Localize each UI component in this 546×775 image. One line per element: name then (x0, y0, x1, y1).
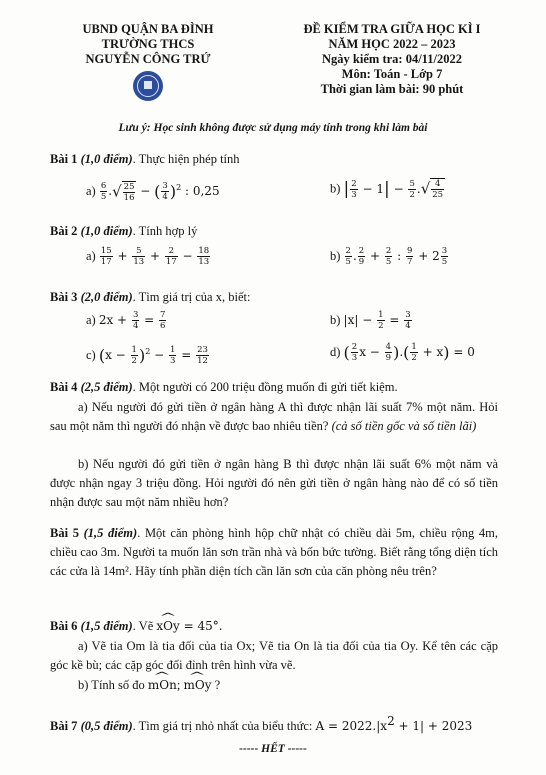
question-6-title: Bài 6 (1,5 điểm). Vẽ ^ xOy = 45°. (50, 617, 223, 636)
school-logo-icon (133, 71, 163, 101)
subject: Môn: Toán - Lớp 7 (341, 67, 443, 81)
question-4a: a) Nếu người đó gửi tiền ở ngân hàng A thì được nhận lãi suất 7% một năm. Hỏi sau một năm thì người đó nhận về được bao nhiêu tiền? (cả số tiền gốc và số tiền lãi) (50, 400, 498, 433)
school-header (48, 22, 248, 101)
exam-date: Ngày kiểm tra: 04/11/2022 (322, 52, 462, 66)
exam-title: ĐỀ KIỂM TRA GIỮA HỌC KÌ I (303, 22, 481, 36)
district-name: UBND QUẬN BA ĐÌNH (82, 22, 214, 36)
question-4b: b) Nếu người đó gửi tiền ở ngân hàng B thì được nhận lãi suất 6% một năm và được nhận ngay 3 triệu đồng. Hỏi người đó nên gửi tiền ở ngân hàng nào để có số tiền nhận được sau một năm nhiều hơn? (50, 457, 498, 509)
question-2-title: Bài 2 (1,0 điểm). Tính hợp lý (50, 224, 198, 238)
question-3b: b) |x| − $\frac{1}{2}$ = $\frac{3}{4}$ (330, 310, 411, 331)
question-6a: a) Vẽ tia Om là tia đối của tia Ox; Vẽ tia On là tia đối của tia Oy. Kể tên các cặp góc kề bù; các cặp góc đối đỉnh trên hình vừa vẽ. (50, 639, 498, 672)
school-year: NĂM HỌC 2022 – 2023 (328, 37, 456, 51)
duration: Thời gian làm bài: 90 phút (320, 82, 464, 96)
end-marker: ----- HẾT ----- (239, 743, 307, 755)
school-type: TRƯỜNG THCS (101, 37, 195, 51)
question-4-title: Bài 4 (2,5 điểm). Một người có 200 triệu đồng muốn đi gửi tiết kiệm. (50, 380, 398, 394)
question-7: Bài 7 (0,5 điểm). Tìm giá trị nhỏ nhất của biểu thức: $A = 2022.|x^2 + 1| + 2023$ (50, 714, 473, 734)
question-3c: c) (x − $\frac{1}{2}$ )$^2$ − $\frac{1}{3}$ = $\frac{23}{12}$ (86, 345, 208, 366)
question-1a: a) $\frac{6}{5}$ .√ $\frac{25}{16}$ − ( $\frac{3}{4}$ )$^2$ : 0,25 (86, 181, 220, 203)
question-2a: a) $\frac{15}{17}$ + $\frac{5}{13}$ + $\frac{2}{17}$ − $\frac{18}{13}$ (86, 246, 210, 267)
question-5: Bài 5 (1,5 điểm). Một căn phòng hình hộp chữ nhật có chiều dài 5m, chiều rộng 4m, chiều cao 3m. Người ta muốn lăn sơn trần nhà và bốn bức tường. Biết rằng tổng diện tích các cửa là 14m². Hãy tính phần diện tích cần lăn sơn của căn phòng nêu trên? (50, 526, 499, 578)
question-1b: b) | $\frac{2}{3}$ − 1| − $\frac{5}{2}$ .√ $\frac{4}{25}$ (330, 178, 444, 200)
school-name: NGUYỄN CÔNG TRỨ (85, 52, 211, 66)
question-2b: b) $\frac{2}{5}$ . $\frac{2}{9}$ + $\frac{2}{5}$ : $\frac{9}{7}$ + 2 $\frac{3}{5}$ (330, 246, 448, 267)
question-6b: b) Tính số đo ^ mOn; ^ mOy ? (78, 676, 220, 695)
question-3-title: Bài 3 (2,0 điểm). Tìm giá trị của x, biết: (50, 290, 251, 304)
question-1-title: Bài 1 (1,0 điểm). Thực hiện phép tính (50, 152, 240, 166)
question-3d: d) ( $\frac{2}{3}$ x − $\frac{4}{9}$ ).( $\frac{1}{2}$ + x) = 0 (330, 342, 475, 363)
exam-header (262, 22, 522, 97)
question-3a: a) 2x + $\frac{3}{4}$ = $\frac{7}{6}$ (86, 310, 166, 331)
exam-note: Lưu ý: Học sinh không được sử dụng máy tính trong khi làm bài (118, 122, 428, 134)
